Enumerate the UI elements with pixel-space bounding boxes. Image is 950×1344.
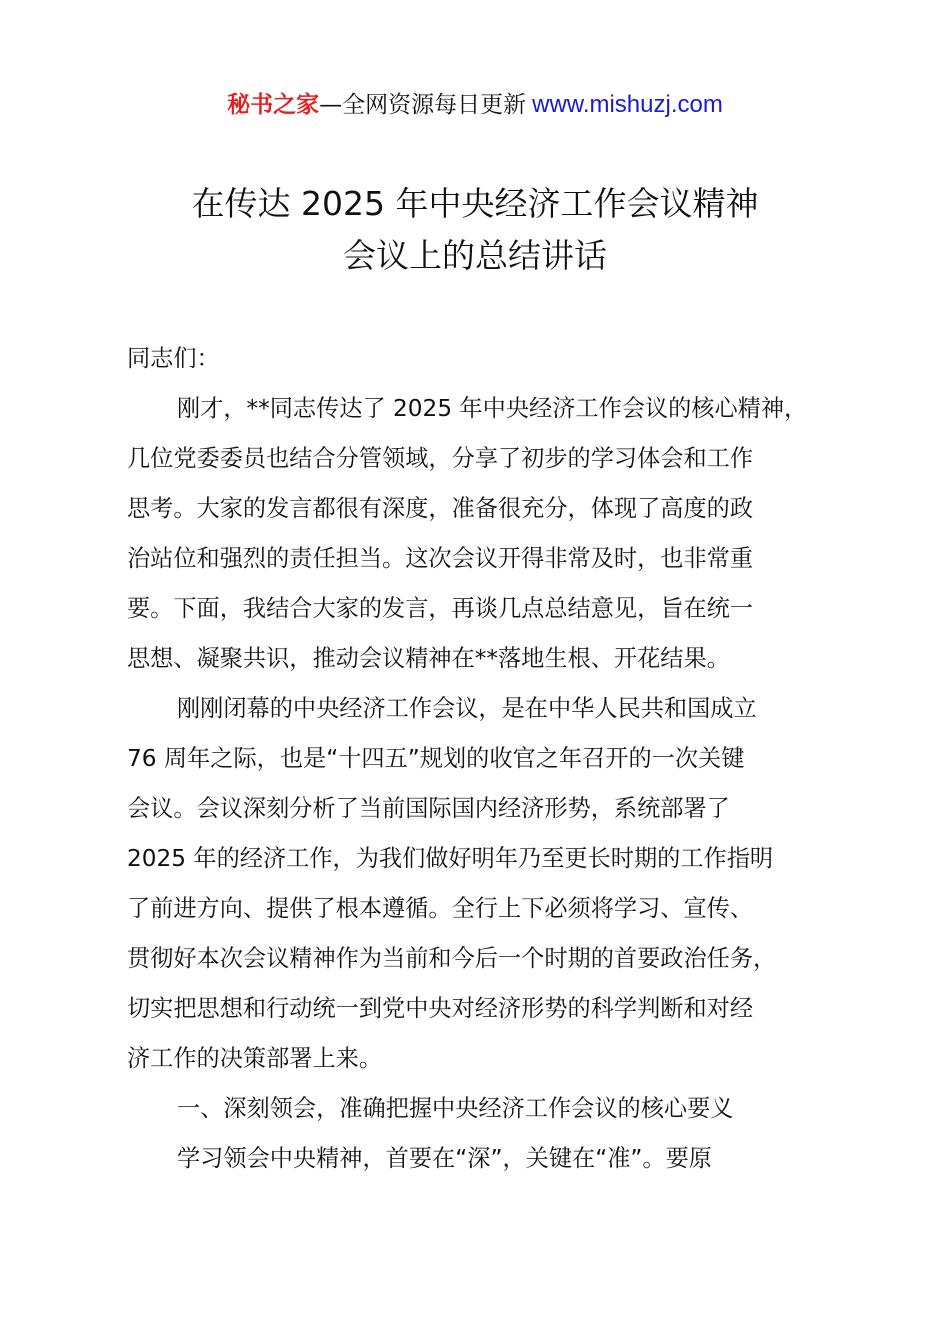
paragraph-line: 济工作的决策部署上来。 bbox=[127, 1045, 383, 1072]
paragraph-line: 治站位和强烈的责任担当。这次会议开得非常及时，也非常重 bbox=[127, 545, 754, 572]
paragraph-line: 会议。会议深刻分析了当前国际国内经济形势，系统部署了 bbox=[127, 795, 730, 822]
title-line-1: 在传达 2025 年中央经济工作会议精神 bbox=[191, 184, 759, 223]
paragraph-line: 了前进方向、提供了根本遵循。全行上下必须将学习、宣传、 bbox=[127, 895, 754, 922]
paragraph-line: 贯彻好本次会议精神作为当前和今后一个时期的首要政治任务， bbox=[127, 945, 777, 972]
document-body bbox=[127, 334, 847, 1184]
brand-name: 秘书之家 bbox=[227, 92, 320, 118]
title-line-2: 会议上的总结讲话 bbox=[343, 236, 607, 275]
paragraph-line: 切实把思想和行动统一到党中央对经济形势的科学判断和对经 bbox=[127, 995, 754, 1022]
paragraph-line: 刚刚闭幕的中央经济工作会议，是在中华人民共和国成立 bbox=[177, 695, 757, 722]
section-heading: 一、深刻领会，准确把握中央经济工作会议的核心要义 bbox=[177, 1095, 734, 1122]
salutation: 同志们： bbox=[127, 345, 220, 372]
paragraph-line: 要。下面，我结合大家的发言，再谈几点总结意见，旨在统一 bbox=[127, 595, 754, 622]
banner-slogan: —全网资源每日更新 bbox=[319, 92, 527, 118]
paragraph-line: 2025 年的经济工作，为我们做好明年乃至更长时期的工作指明 bbox=[127, 845, 774, 872]
paragraph-line: 刚才，**同志传达了 2025 年中央经济工作会议的核心精神， bbox=[177, 395, 808, 422]
paragraph-line: 学习领会中央精神，首要在“深”，关键在“准”。要原 bbox=[177, 1145, 712, 1172]
paragraph-line: 76 周年之际，也是“十四五”规划的收官之年召开的一次关键 bbox=[127, 745, 745, 772]
paragraph-line: 几位党委委员也结合分管领域，分享了初步的学习体会和工作 bbox=[127, 445, 754, 472]
site-banner bbox=[0, 88, 950, 122]
paragraph-line: 思想、凝聚共识，推动会议精神在**落地生根、开花结果。 bbox=[127, 645, 730, 672]
paragraph-line: 思考。大家的发言都很有深度，准备很充分，体现了高度的政 bbox=[127, 495, 754, 522]
document-title bbox=[0, 178, 950, 282]
site-url-link[interactable]: www.mishuzj.com bbox=[532, 91, 723, 118]
